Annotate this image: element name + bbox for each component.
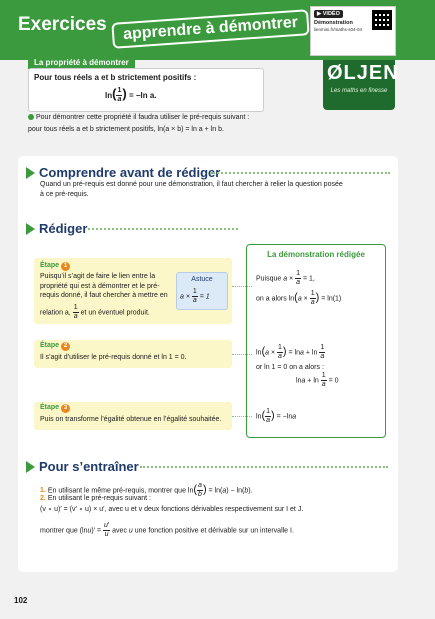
section-understand-heading: Comprendre avant de rédiger [26, 164, 220, 182]
property-statement: Pour tous réels a et b strictement positifs : [34, 73, 197, 82]
exercise-2-formula: (v ∘ u)′ = (v′ ∘ u) × u′, avec u et v deux fonctions dérivables respectivement sur I et J. [40, 506, 304, 513]
section-arrow-icon [26, 461, 35, 473]
section-understand-text: Quand un pré-requis est donné pour une démonstration, il faut chercher à relier la question posée à ce pré-requis. [40, 181, 343, 198]
demo-step-2-line-1: ln(a × $\frac{1}{a}$ ) = lna + ln $\frac{1}{a}$ [256, 344, 325, 360]
section-arrow-icon [26, 167, 35, 179]
tip-formula: a × $\frac{1}{a}$ = 1 [180, 288, 210, 304]
step-2-label: Étape 2 [40, 342, 70, 351]
video-title: Démonstration [314, 20, 353, 26]
property-formula: ln( $\frac{1}{a}$ ) = −ln a. [105, 86, 157, 104]
connector-line [232, 286, 252, 287]
demo-step-2-line-3: lna + ln $\frac{1}{a}$ = 0 [296, 372, 339, 388]
demo-step-1-line-2: on a alors ln(a × $\frac{1}{a}$ ) = ln(1) [256, 290, 342, 306]
heading-divider [88, 228, 238, 230]
section-arrow-icon [26, 223, 35, 235]
step-1-text: Puisqu’il s’agit de faire le lien entre la propriété qui est à démontrer et le pré- requis donné, il faut chercher à mettre en [40, 273, 168, 299]
tip-title: Astuce [191, 276, 213, 283]
exercise-1: 1. En utilisant le même pré-requis, montrer que ln( $\frac{a}{b}$ ) = ln(a) − ln(b). [40, 482, 253, 498]
step-1-text-end: relation a, $\frac{1}{a}$ et un éventuel produit. [40, 304, 150, 320]
property-prerequisite: pour tous réels a et b strictement positifs, ln(a × b) = ln a + ln b. [28, 126, 224, 133]
page-number: 102 [14, 596, 28, 605]
step-2-text: Il s’agit d’utiliser le pré-requis donné et ln 1 = 0. [40, 354, 187, 361]
page-title: Exercices [18, 14, 107, 35]
demo-step-3-line-1: ln( $\frac{1}{a}$ ) = −lna [256, 408, 297, 424]
exercise-2-task: montrer que (lnu)′ = $\frac{u'}{u}$ avec u une fonction positive et dérivable sur un intervalle I. [40, 522, 294, 538]
step-1-label: Étape 1 [40, 262, 70, 271]
step-3-text: Puis on transforme l’égalité obtenue en l’égalité souhaitée. [40, 416, 222, 423]
video-tag: ▶ VIDÉO [314, 10, 343, 18]
video-link[interactable]: lienmini.fr/maths-s04-04 [314, 27, 363, 32]
connector-line [232, 416, 252, 417]
qr-code-icon[interactable] [372, 10, 392, 30]
page-subtitle-pill: apprendre à démontrer [111, 9, 309, 49]
connector-line [232, 354, 252, 355]
section-practice-heading: Pour s’entraîner [26, 458, 139, 476]
step-3-label: Étape 3 [40, 404, 70, 413]
demo-step-2-line-2: or ln 1 = 0 on a alors : [256, 364, 324, 371]
info-bullet-icon [28, 114, 34, 120]
heading-divider [210, 172, 390, 174]
logo-name: ØLJEN [327, 62, 399, 84]
heading-divider [140, 466, 388, 468]
section-write-heading: Rédiger [26, 220, 87, 238]
demo-step-1-line-1: Puisque a × $\frac{1}{a}$ = 1, [256, 270, 315, 286]
logo-tagline: Les maths en finesse [330, 88, 388, 94]
exercise-2-intro: 2. En utilisant le pré-requis suivant : [40, 495, 151, 502]
property-label: La propriété à démontrer [28, 56, 135, 69]
demo-title: La démonstration rédigée [267, 250, 365, 259]
property-note: Pour démontrer cette propriété il faudra utiliser le pré-requis suivant : [28, 114, 249, 121]
